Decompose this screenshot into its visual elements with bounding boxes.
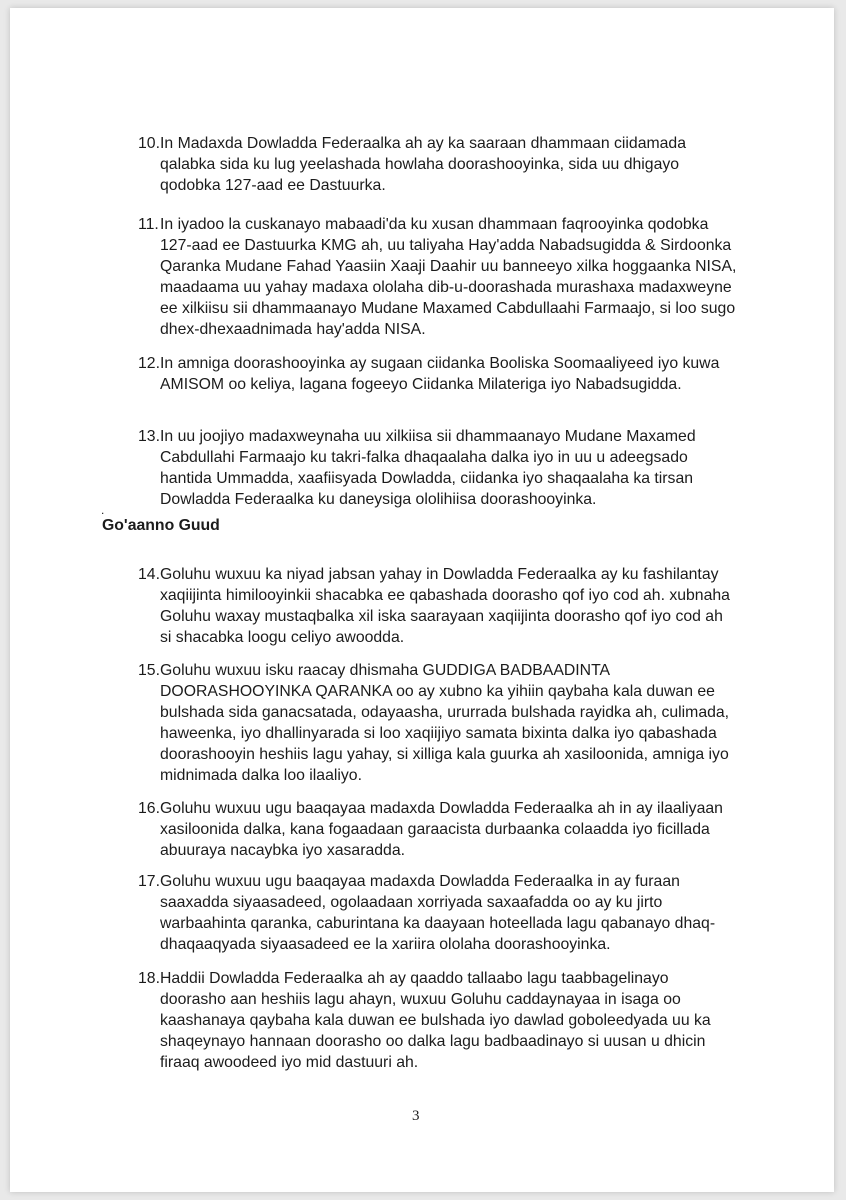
item-text: Haddii Dowladda Federaalka ah ay qaaddo tallaabo lagu taabbagelinayo doorasho aan heshiis lagu ahayn, wuxuu Goluhu caddaynayaa in isaga oo kaashanaya qaybaha kala duwan ee bulshada iyo dawlad goboleedyada uu ka shaqeynayo hannaan doorasho oo dalka lagu badbaadinayo si uusan u dhicin firaaq awoodeed iyo mid dastuuri ah.: [160, 970, 711, 1071]
item-number: 14.: [138, 566, 160, 583]
list-item-15: [138, 660, 738, 786]
item-number: 11.: [138, 216, 159, 233]
document-page: [10, 8, 834, 1192]
list-item-18: [138, 968, 738, 1073]
list-item-17: [138, 871, 738, 955]
item-text: Goluhu wuxuu ugu baaqayaa madaxda Dowladda Federaalka in ay furaan saaxadda siyaasadeed, ogolaadaan xorriyada saxaafadda oo ay ku jirto warbaahinta qaranka, caburintana ka daayaan hoteellada lagu qabanayo dhaq-dhaqaaqyada siyaasadeed ee la xariira ololaha doorashooyinka.: [160, 873, 716, 953]
item-text: In Madaxda Dowladda Federaalka ah ay ka saaraan dhammaan ciidamada qalabka sida ku lug yeelashada howlaha doorashooyinka, sida uu dhigayo qodobka 127-aad ee Dastuurka.: [160, 135, 687, 194]
item-text: Goluhu wuxuu ka niyad jabsan yahay in Dowladda Federaalka ay ku fashilantay xaqiijinta himilooyinkii shacabka ee qabashada doorasho qof iyo cod ah. xubnaha Goluhu waxay mustaqbalka xil iska saarayaan xaqiijinta doorasho qof iyo cod ah si shacabka loogu celiyo awoodda.: [160, 566, 730, 646]
list-item-16: [138, 798, 738, 861]
item-number: 12.: [138, 355, 160, 372]
list-item-10: [138, 133, 738, 196]
section-heading: Go'aanno Guud: [102, 517, 220, 534]
stray-dot: .: [101, 503, 105, 517]
list-item-11: [138, 214, 738, 340]
item-number: 10.: [138, 135, 160, 152]
list-item-12: [138, 353, 738, 395]
page-number: 3: [412, 1108, 420, 1124]
item-text: Goluhu wuxuu ugu baaqayaa madaxda Dowladda Federaalka ah in ay ilaaliyaan xasiloonida dalka, kana fogaadaan garaacista durbaanka colaadda iyo ficillada abuuraya nacaybka iyo xasaradda.: [160, 800, 723, 859]
item-text: In amniga doorashooyinka ay sugaan ciidanka Booliska Soomaaliyeed iyo kuwa AMISOM oo keliya, lagana fogeeyo Ciidanka Milateriga iyo Nabadsugidda.: [160, 355, 720, 393]
item-number: 16.: [138, 800, 160, 817]
item-number: 13.: [138, 428, 160, 445]
item-number: 15.: [138, 662, 160, 679]
item-text: In uu joojiyo madaxweynaha uu xilkiisa sii dhammaanayo Mudane Maxamed Cabdullahi Farmaajo ku takri-falka dhaqaalaha dalka iyo in uu u adeegsado hantida Ummadda, xaafiisyada Dowladda, ciidanka iyo shaqaalaha ka tirsan Dowladda Federaalka ku daneysiga ololihiisa doorashooyinka.: [160, 428, 696, 508]
item-text: Goluhu wuxuu isku raacay dhismaha GUDDIGA BADBAADINTA DOORASHOOYINKA QARANKA oo ay xubno ka yihiin qaybaha kala duwan ee bulshada sida ganacsatada, odayaasha, ururrada bulshada rayidka ah, culimada, haweenka, iyo dhallinyarada si loo xaqiijiyo samata bixinta dalka iyo qabashada doorashooyin heshiis lagu yahay, si xilliga kala guurka ah xasiloonida, amniga iyo midnimada dalka loo ilaaliyo.: [160, 662, 730, 784]
item-number: 18.: [138, 970, 160, 987]
item-number: 17.: [138, 873, 160, 890]
list-item-14: [138, 564, 738, 648]
list-item-13: [138, 426, 738, 510]
item-text: In iyadoo la cuskanayo mabaadi'da ku xusan dhammaan faqrooyinka qodobka 127-aad ee Dastuurka KMG ah, uu taliyaha Hay'adda Nabadsugidda & Sirdoonka Qaranka Mudane Fahad Yaasiin Xaaji Daahir uu banneeyo xilka hoggaanka NISA, maadaama uu yahay madaxa ololaha dib-u-doorashada murashaxa madaxweyne ee xilkiisu sii dhammaanayo Mudane Maxamed Cabdullaahi Farmaajo, si loo sugo dhex-dhexaadnimada hay'adda NISA.: [160, 216, 737, 338]
